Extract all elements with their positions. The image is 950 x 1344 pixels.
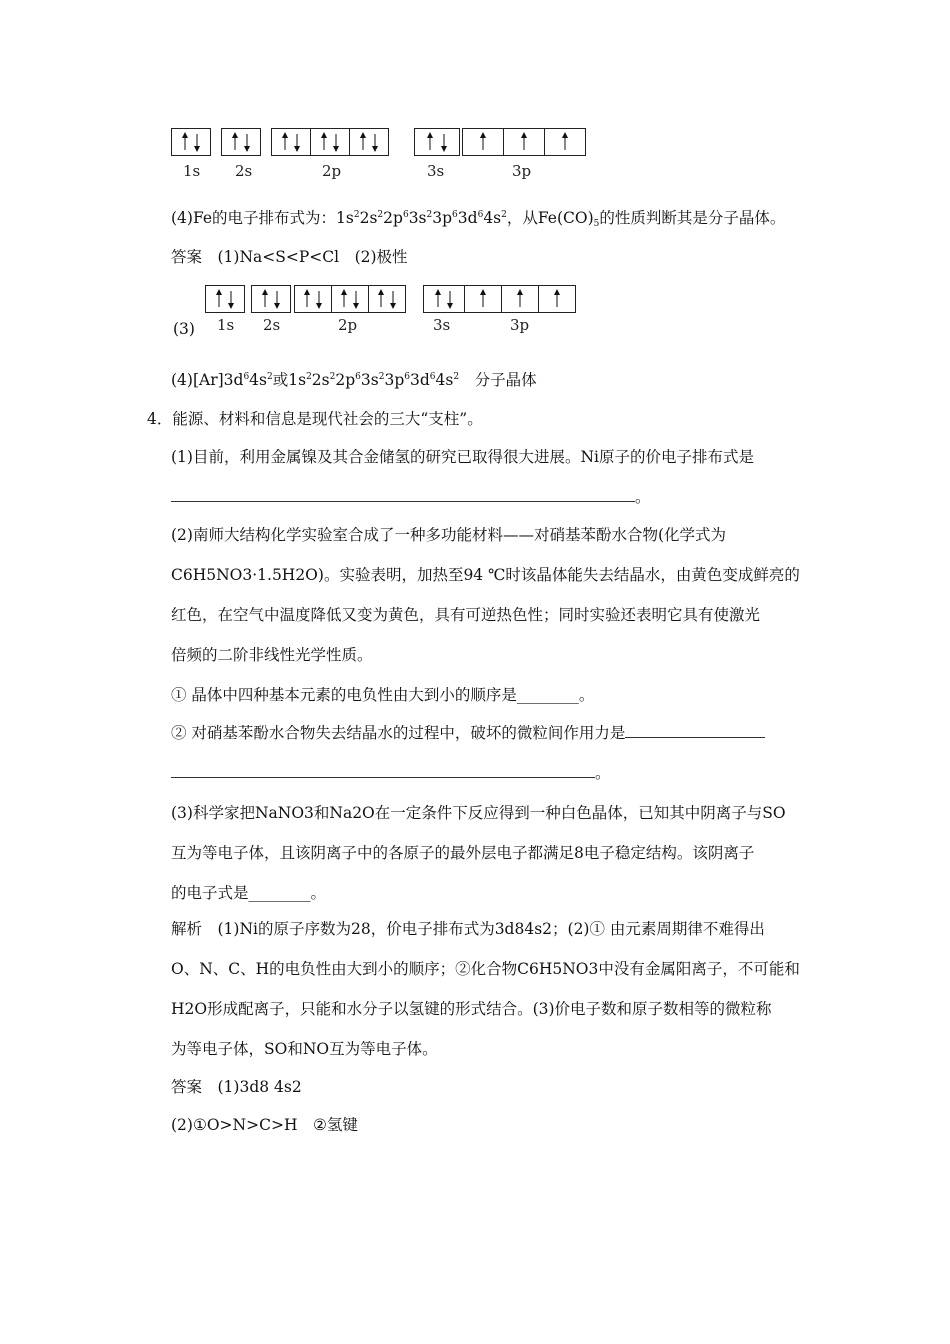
q4-part1-blank-line: 。 xyxy=(171,486,651,508)
answer4-line2: (2)①O>N>C>H ②氢键 xyxy=(171,1116,358,1134)
orbital-3p xyxy=(462,128,586,156)
q4-part2-sub2: ② 对硝基苯酚水合物失去结晶水的过程中，破坏的微粒间作用力是 xyxy=(171,722,765,744)
q4-part3-line1: (3)科学家把NaNO3和Na2O在一定条件下反应得到一种白色晶体，已知其中阴离子与SO xyxy=(171,804,786,822)
orbital-2s xyxy=(221,128,261,156)
label-1s-answer: 1s xyxy=(217,316,235,334)
label-2p-answer: 2p xyxy=(338,316,358,334)
label-3p-answer: 3p xyxy=(510,316,530,334)
answer-line-1: 答案 (1)Na<S<P<Cl (2)极性 xyxy=(171,248,408,266)
analysis-line4: 为等电子体，SO和NO互为等电子体。 xyxy=(171,1040,438,1058)
orbital-1s xyxy=(171,128,211,156)
label-3s: 3s xyxy=(427,162,445,180)
answer-line-4: $(4)[Ar]3d^64s^2$或$1s^22s^22p^63s^23p^63d^64s^2$ 分子晶体 xyxy=(171,371,537,389)
answer-blank[interactable] xyxy=(171,487,635,502)
question-4-title: 4．能源、材料和信息是现代社会的三大“支柱”。 xyxy=(147,410,483,428)
orbital-2p xyxy=(271,128,389,156)
analysis-line2: O、N、C、H的电负性由大到小的顺序；②化合物C6H5NO3中没有金属阳离子，不可能和 xyxy=(171,960,800,978)
answer-blank[interactable] xyxy=(625,723,765,738)
q4-part2-line3: 红色，在空气中温度降低又变为黄色，具有可逆热色性；同时实验还表明它具有使激光 xyxy=(171,606,761,624)
q4-part2-sub2-blank: 。 xyxy=(171,762,611,784)
label-2s-answer: 2s xyxy=(263,316,281,334)
orbital-2p-answer xyxy=(294,285,406,313)
q4-part2-sub1: ① 晶体中四种基本元素的电负性由大到小的顺序是________。 xyxy=(171,686,595,704)
analysis-line3: H2O形成配离子，只能和水分子以氢键的形式结合。(3)价电子数和原子数相等的微粒称 xyxy=(171,1000,772,1018)
q4-part1: (1)目前，利用金属镍及其合金储氢的研究已取得很大进展。Ni原子的价电子排布式是 xyxy=(171,448,754,466)
analysis-line1: 解析 (1)Ni的原子序数为28，价电子排布式为3d84s2；(2)① 由元素周期律不难得出 xyxy=(171,920,765,938)
q4-part2-line4: 倍频的二阶非线性光学性质。 xyxy=(171,646,373,664)
orbital-1s-answer xyxy=(205,285,245,313)
label-2s: 2s xyxy=(235,162,253,180)
orbital-3s xyxy=(414,128,460,156)
orbital-3s-answer xyxy=(423,285,465,313)
label-1s: 1s xyxy=(183,162,201,180)
answer-blank[interactable] xyxy=(171,763,595,778)
q4-part3-line2: 互为等电子体，且该阴离子中的各原子的最外层电子都满足8电子稳定结构。该阴离子 xyxy=(171,844,755,862)
q4-part2-line2: C6H5NO3·1.5H2O)。实验表明，加热至94 ℃时该晶体能失去结晶水，由黄色变成鲜亮的 xyxy=(171,566,800,584)
orbital-3p-answer xyxy=(464,285,576,313)
q4-part3-line3: 的电子式是________。 xyxy=(171,884,327,902)
label-2p: 2p xyxy=(322,162,342,180)
answer4-line1: 答案 (1)3d8 4s2 xyxy=(171,1078,302,1096)
label-3p: 3p xyxy=(512,162,532,180)
answer-part3-label: (3) xyxy=(173,320,195,338)
orbital-2s-answer xyxy=(251,285,291,313)
fe-configuration-line: (4)Fe的电子排布式为：$1s^22s^22p^63s^23p^63d^64s^2$，从$Fe(CO)_5$的性质判断其是分子晶体。 xyxy=(171,209,786,229)
label-3s-answer: 3s xyxy=(433,316,451,334)
q4-part2-line1: (2)南师大结构化学实验室合成了一种多功能材料——对硝基苯酚水合物(化学式为 xyxy=(171,526,727,544)
